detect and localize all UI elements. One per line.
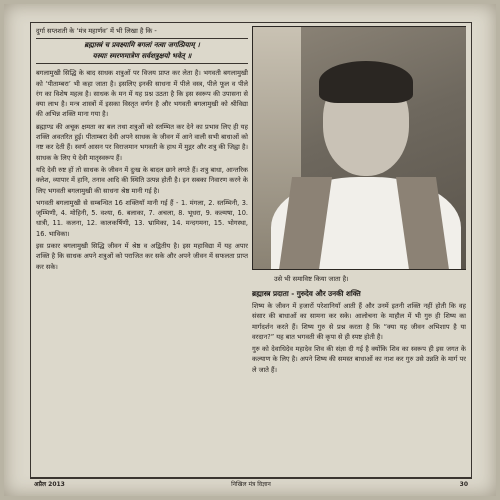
intro-line: दुर्गा सप्तशती के ‘मंत्र महार्णव’ में भी लिखा है कि - [36, 27, 157, 35]
footer-date: अप्रैल 2013 [34, 481, 65, 488]
sanskrit-quote [36, 38, 248, 64]
photo-hair [319, 61, 413, 103]
page-number: 30 [459, 481, 468, 488]
paragraph: इस प्रकार बगलामुखी सिद्धि जीवन में श्रेष्ठ व अद्वितीय है। इस महाविद्या में यह अपार शक्ति है कि साधक अपने शत्रुओं को पराजित कर सके और अपने जीवन में सफलता प्राप्त कर सके। [36, 242, 248, 271]
footer-magazine-name: निखिल मंत्र विज्ञान [231, 481, 271, 488]
paragraph: भगवती बगलामुखी से सम्बन्धित 16 शक्तियाँ मानी गई हैं - 1. मंगला, 2. स्तम्भिनी, 3. जृम्भिणी, 4. मोहिनी, 5. वश्या, 6. बलाका, 7. अचला, 8. भूधरा, 9. कल्मषा, 10. धात्री, 11. कलना, 12. कालकर्षिणी, 13. भ्रामिका, 14. मन्दगमना, 15. भोगस्था, 16. भाविका। [36, 198, 248, 238]
portrait-photo [252, 26, 466, 270]
quote-line-2: यस्याः स्मरणमात्रेण सर्वशत्रुक्षयो भवेत् ॥ [92, 52, 192, 61]
page-footer [30, 478, 472, 491]
left-column [36, 26, 248, 476]
magazine-page [4, 4, 496, 496]
paragraph: शिष्य के जीवन में हजारों परेशानियाँ आती हैं और उनमें इतनी शक्ति नहीं होती कि वह संसार की बाधाओं का सामना कर सके। आलोचना के माहौल में भी गुरु ही शिष्य का मार्गदर्शन करते हैं। शिष्य गुरु से प्रश्न करता है कि “क्या यह जीवन अभिशाप है या वरदान?” यह बात भगवती की कृपा से ही स्पष्ट होती है। [252, 302, 466, 341]
right-column [252, 26, 466, 476]
paragraph: ब्रह्माण्ड की अचूक क्षमता का बल तथा शत्रुओं को स्तम्भित कर देने का प्रभाव लिए ही यह शक्ति अवतरित हुई। पीताम्बरा देवी अपने साधक के जीवन में आने वाली सभी बाधाओं को नष्ट कर देती हैं। स्वर्ण आसन पर विराजमान भगवती के हाथ में मुद्गर और शत्रु की जिह्वा है। साधक के लिए ये देवी मातृस्वरूप हैं। [36, 122, 248, 162]
photo-caption: उसे भी समाविष्ट किया जाता है। [274, 275, 349, 283]
paragraph: यदि देवी रुष्ट हों तो साधक के जीवन में दुःख के बादल छाने लगते हैं। शत्रु बाधा, आन्तरिक क्लेश, व्यापार में हानि, तनाव आदि की स्थिति उत्पन्न होती है। इन सबका निवारण करने के लिए भगवती बगलामुखी की साधना श्रेष्ठ मानी गई है। [36, 165, 248, 195]
section-heading: ब्रह्मास्त्र प्रदाता - गुरुदेव और उनकी शक्ति [252, 289, 361, 298]
paragraph: गुरु को देवाधिदेव महादेव शिव की संज्ञा दी गई है क्योंकि शिव का स्वरूप ही इस जगत के कल्याण के लिए है। अपने शिष्य की समस्त बाधाओं का नाश कर गुरु उसे उन्नति के मार्ग पर ले जाते हैं। [252, 345, 466, 374]
quote-line-1: ब्रह्मास्त्रं च प्रवक्ष्यामि बगलां नत्वा जगत्प्रियाम् । [84, 41, 200, 50]
paragraph: बगलामुखी सिद्धि के बाद साधक शत्रुओं पर विजय प्राप्त कर लेता है। भगवती बगलामुखी को ‘पीताम्बरा’ भी कहा जाता है। इसलिए इनकी साधना में पीले वस्त्र, पीले फूल व पीले रंग का विशेष महत्व है। साधक के मन में यह प्रश्न उठता है कि इस स्वरूप की उपासना से क्या लाभ है। मन्त्र शास्त्रों में इसका विस्तृत वर्णन है और भगवती बगलामुखी को श्रीविद्या की अभिन्न शक्ति माना गया है। [36, 69, 248, 119]
